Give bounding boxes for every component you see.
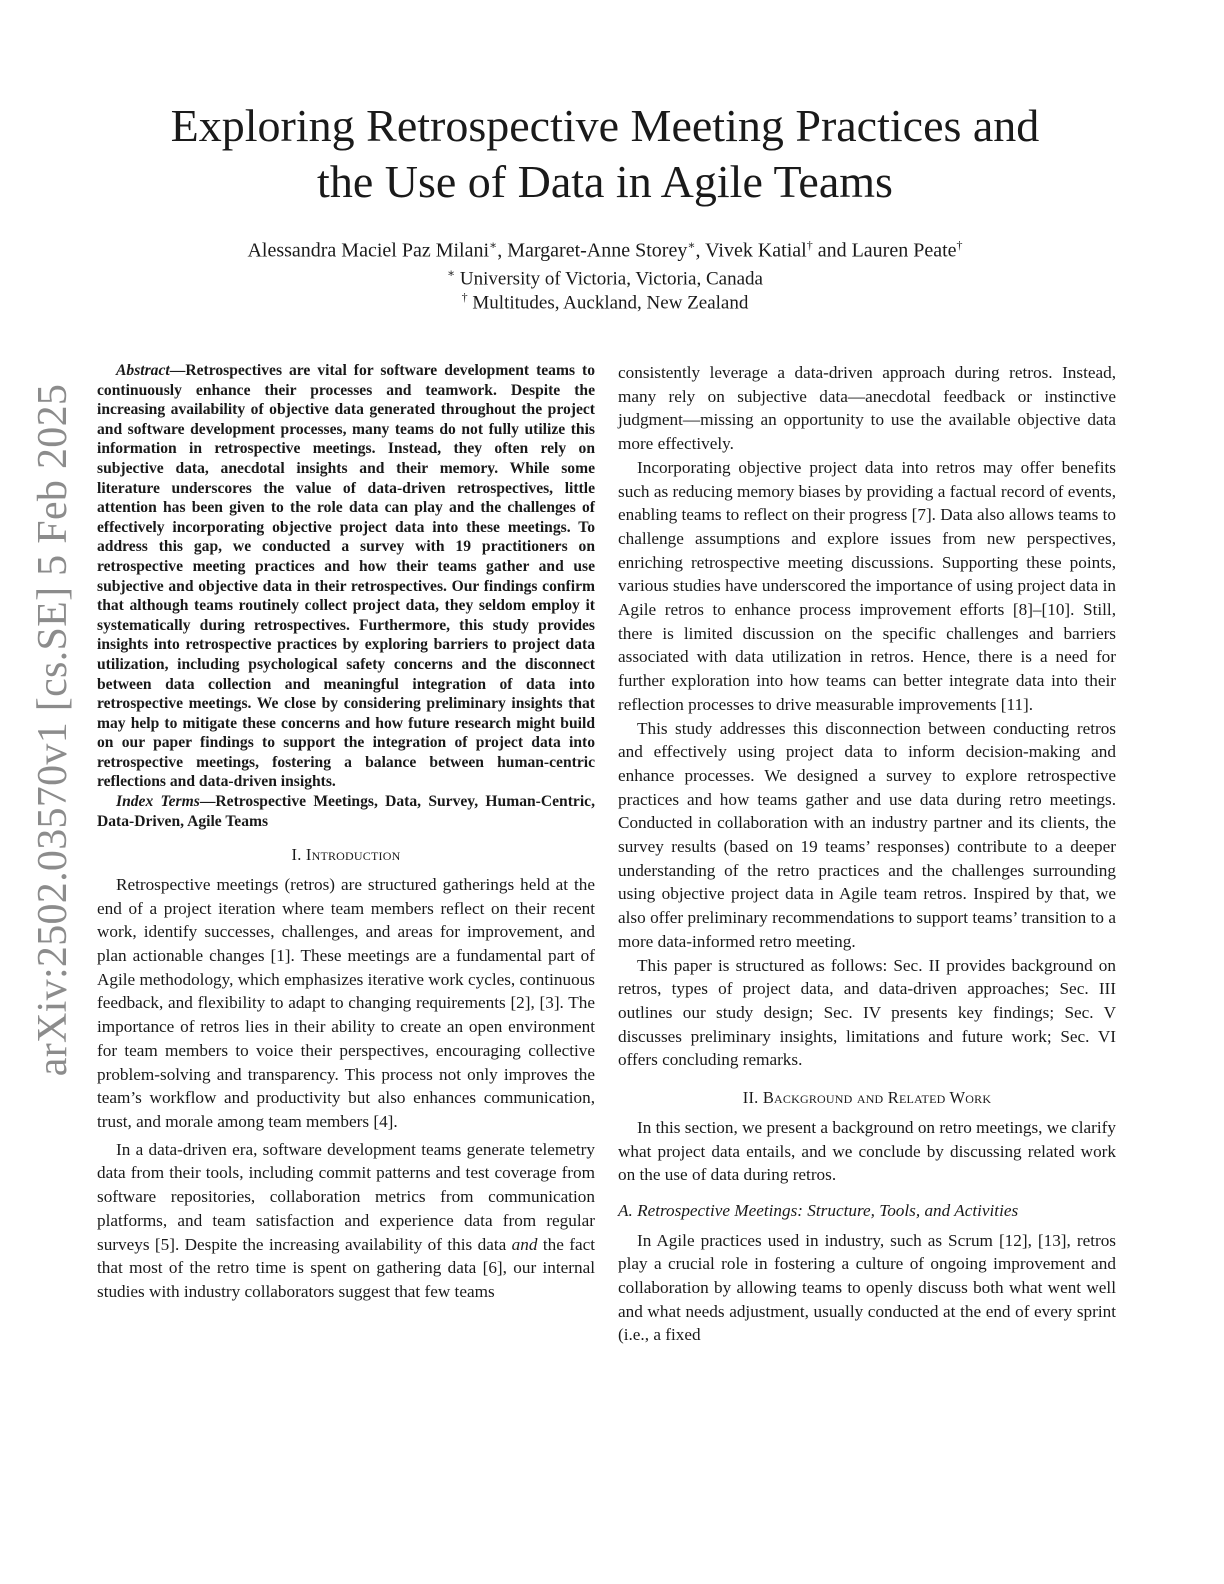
affil-mark: † (956, 238, 963, 252)
arxiv-identifier (22, 383, 84, 1077)
author-katial: Vivek Katial (705, 239, 807, 262)
author-peate: Lauren Peate (851, 239, 957, 262)
intro-paragraph-2 (97, 1138, 595, 1304)
intro-paragraph-2-continued: consistently leverage a data-driven approach during retros. Instead, many rely on subjective data—anecdotal feedback or instinctive judgment—missing an opportunity to use the available objective data more effectively. (618, 363, 1116, 454)
affil-mark: ∗ (447, 266, 456, 280)
arxiv-identifier-text: arXiv:2502.03570v1 [cs.SE] 5 Feb 2025 (30, 383, 76, 1077)
section-number: II. (742, 1088, 759, 1108)
intro-paragraph-4: This study addresses this disconnection between conducting retros and effectively using project data to inform decision-making and enhance processes. We designed a survey to explore retrospective practices and how teams gather and use data during retro meetings. Conducted in collaboration with an industry partner and its clients, the survey results (based on 19 teams’ responses) contribute to a deeper understanding of the retro practices and the challenges surrounding using objective project data in Agile team retros. Inspired by that, we also offer preliminary recommendations to support teams’ transition to a more data-informed retro meeting. (618, 718, 1116, 951)
abstract-text: Retrospectives are vital for software development teams to continuously enhance their processes and teamwork. Despite the increasing availability of objective data generated throughout the project and software development processes, many teams do not fully utilize this information in retrospective meetings. Instead, they often rely on subjective data, anecdotal insights and their memory. While some literature underscores the value of data-driven retrospectives, little attention has been given to the role data can play and the challenges of effectively incorporating objective project data into these meetings. To address this gap, we conducted a survey with 19 practitioners on retrospective meeting practices and how their teams gather and use subjective and objective data in their retrospectives. Our findings confirm that although teams routinely collect project data, they seldom employ it systematically during retrospectives. Furthermore, this study provides insights into retrospective practices by exploring barriers to project data utilization, including psychological safety concerns and the disconnect between data collection and meaningful integration of data into retrospective meetings. We close by considering preliminary insights that may help to mitigate these concerns and how future research might build on our paper findings to support the integration of project data into retrospective meetings, fostering a balance between human-centric reflections and data-driven insights. (97, 362, 595, 791)
index-terms-label: Index Terms (116, 793, 200, 811)
author-list: Alessandra Maciel Paz Milani∗, Margaret-Anne Storey∗, Vivek Katial† and Lauren Peate† (247, 238, 963, 262)
affiliation-text: Multitudes, Auckland, New Zealand (472, 292, 749, 314)
affiliation-victoria (150, 266, 1060, 290)
intro-paragraph-5: This paper is structured as follows: Sec. II provides background on retros, types of project data, and data-driven approaches; Sec. III outlines our study design; Sec. IV presents key findings; Sec. V discusses preliminary insights, limitations and future work; Sec. VI offers concluding remarks. (618, 955, 1116, 1070)
abstract-label: Abstract (116, 362, 170, 379)
background-paragraph-1: In this section, we present a background on retro meetings, we clarify what project data entails, and we conclude by discussing related work on the use of data during retros. (618, 1117, 1116, 1185)
section-title: Background and Related Work (762, 1088, 992, 1108)
intro-paragraph-2-text: In a data-driven era, software development teams generate telemetry data from their tools, including commit patterns and test coverage from software repositories, collaboration metrics from communication platforms, and team satisfaction and experience data from regular surveys [5]. Despite the increasing availability of this data (97, 1139, 595, 1254)
affiliation-multitudes (150, 290, 1060, 314)
affil-mark: ∗ (687, 238, 696, 252)
intro-paragraph-1: Retrospective meetings (retros) are structured gatherings held at the end of a project iteration where team members reflect on their recent work, identify successes, challenges, and areas for improvement, and plan actionable changes [1]. These meetings are a fundamental part of Agile methodology, which emphasizes iterative work cycles, continuous feedback, and flexibility to adapt to changing requirements [2], [3]. The importance of retros lies in their ability to create an open environment for team members to voice their perspectives, encouraging collective problem-solving and transparency. This process not only improves the team’s workflow and productivity but also enhances communication, trust, and morale among team members [4]. (97, 874, 595, 1131)
author-milani: Alessandra Maciel Paz Milani (247, 239, 490, 262)
author-conjunction: and (817, 239, 847, 262)
emphasis: and (511, 1234, 538, 1254)
intro-paragraph-2-text: the fact that most of the retro time is spent on gathering data [6], our internal studies with industry collaborators suggest that few teams (97, 1234, 595, 1301)
index-terms-text: Retrospective Meetings, Data, Survey, Human-Centric, Data-Driven, Agile Teams (97, 793, 595, 830)
affiliation-text: University of Victoria, Victoria, Canada (459, 268, 763, 290)
affil-mark: † (461, 290, 468, 304)
section-heading-background (618, 1086, 1116, 1110)
paper-title: Exploring Retrospective Meeting Practices and the Use of Data in Agile Teams (170, 100, 1040, 207)
affil-mark: ∗ (489, 238, 498, 252)
subsection-heading-a: A. Retrospective Meetings: Structure, Tools, and Activities (618, 1200, 1019, 1220)
section-title: Introduction (305, 845, 401, 865)
affil-mark: † (806, 238, 813, 252)
abstract: Abstract—Retrospectives are vital for software development teams to continuously enhance their processes and teamwork. Despite the increasing availability of objective data generated throughout the project and software development processes, many teams do not fully utilize this information in retrospective meetings. Instead, they often rely on subjective data, anecdotal insights and their memory. While some literature underscores the value of data-driven retrospectives, little attention has been given to the role data can play and the challenges of effectively incorporating objective project data into these meetings. To address this gap, we conducted a survey with 19 practitioners on retrospective meeting practices and how their teams gather and use subjective and objective data in their retrospectives. Our findings confirm that although teams routinely collect project data, they seldom employ it systematically during retrospectives. Furthermore, this study provides insights into retrospective practices by exploring barriers to project data utilization, including psychological safety concerns and the disconnect between data collection and meaningful integration of data into retrospective meetings. We close by considering preliminary insights that may help to mitigate these concerns and how future research might build on our paper findings to support the integration of project data into retrospective meetings, fostering a balance between human-centric reflections and data-driven insights. (97, 362, 595, 791)
left-column (97, 361, 595, 1304)
intro-paragraph-3: Incorporating objective project data into retros may offer benefits such as reducing memory biases by providing a factual record of events, enabling teams to reflect on their progress [7]. Data also allows teams to challenge assumptions and explore issues from new perspectives, enriching retrospective meeting discussions. Supporting these points, various studies have underscored the importance of using project data in Agile retros to enhance process improvement efforts [8]–[10]. Still, there is limited discussion on the specific challenges and barriers associated with data utilization in retros. Hence, there is a need for further exploration into how teams can better integrate data into their reflection processes to drive measurable improvements [11]. (618, 457, 1116, 714)
section-number: I. (291, 845, 302, 865)
author-storey: Margaret-Anne Storey (507, 239, 688, 262)
right-column (618, 361, 1116, 1347)
section-heading-introduction (97, 843, 595, 867)
index-terms: Index Terms—Retrospective Meetings, Data, Survey, Human-Centric, Data-Driven, Agile Teams (97, 793, 595, 830)
background-paragraph-2: In Agile practices used in industry, such as Scrum [12], [13], retros play a crucial role in fostering a culture of ongoing improvement and collaboration by allowing teams to openly discuss both what went well and what needs adjustment, usually conducted at the end of every sprint (i.e., a fixed (618, 1230, 1116, 1345)
